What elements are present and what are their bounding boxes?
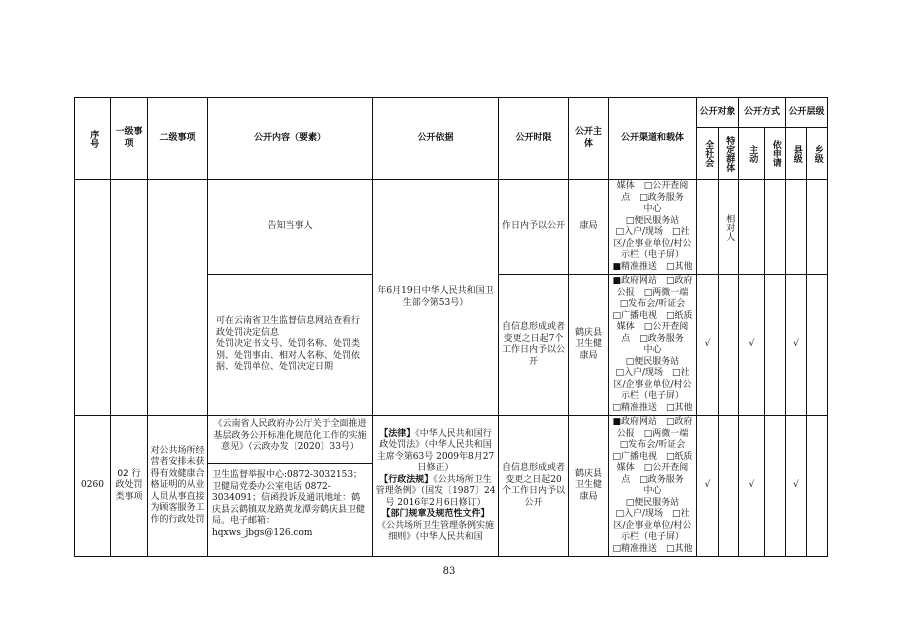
content-cell: 可在云南省卫生监督信息网站查看行政处罚决定信息 处罚决定书文号、处罚名称、处罚类别、处罚事由、相对人名称、处罚依据、处罚单位、处罚决定日期	[208, 275, 373, 416]
page-number: 83	[442, 566, 456, 577]
header-subject: 公开主体	[569, 98, 609, 180]
level2-cell: 对公共场所经营者安排未获得有效健康合格证明的从业人员从事直接为顾客服务工作的行政处罚	[148, 416, 208, 557]
header-seq: 序号	[75, 98, 111, 180]
basis-cell: 年6月19日中华人民共和国卫生部令第53号）	[373, 180, 499, 416]
method-active-check: √	[739, 275, 765, 416]
header-method-apply: 依申请	[765, 128, 786, 180]
method-apply-cell	[765, 275, 786, 416]
header-level2: 二级事项	[148, 98, 208, 180]
level2-cell	[148, 180, 208, 416]
header-level: 公开层级	[786, 98, 828, 128]
level1-cell	[111, 180, 148, 416]
table-row	[75, 180, 828, 275]
header-method-active: 主动	[739, 128, 765, 180]
header-target: 公开对象	[697, 98, 739, 128]
subject-cell: 鹤庆县卫生健康局	[569, 416, 609, 557]
method-apply-cell	[765, 180, 786, 275]
header-method: 公开方式	[739, 98, 786, 128]
level-county-check: √	[786, 275, 807, 416]
content-cell	[208, 416, 373, 557]
header-level-county: 县级	[786, 128, 807, 180]
seq-cell: 0260	[75, 416, 111, 557]
time-limit-cell: 自信息形成或者变更之日起7个工作日内予以公开	[499, 275, 569, 416]
content-cell-part-1: 《云南省人民政府办公厅关于全面推进基层政务公开标准化规范化工作的实施意见》（云政办发〔2020〕33号）	[208, 416, 372, 464]
header-time-limit: 公开时限	[499, 98, 569, 180]
channel-cell: ■政府网站 □政府 公报 □两微一端 □发布会/听证会 □广播电视 □纸质 媒体 □公开查阅 点 □政务服务 中心 □便民服务站 □入户/现场 □社 区/企事业单位/村公 示栏（电子屏） □精准推送 □其他	[609, 275, 697, 416]
method-apply-cell	[765, 416, 786, 557]
subject-cell: 康局	[569, 180, 609, 275]
level-town-cell	[807, 275, 828, 416]
method-active-cell	[739, 180, 765, 275]
target-specific-cell: 相对人	[719, 180, 739, 275]
header-content: 公开内容（要素）	[208, 98, 373, 180]
target-all-check: √	[697, 275, 719, 416]
channel-cell: ■政府网站 □政府 公报 □两微一端 □发布会/听证会 □广播电视 □纸质 媒体 □公开查阅 点 □政务服务 中心 □便民服务站 □入户/现场 □社 区/企事业单位/村公 示栏（电子屏） □精准推送 □其他	[609, 416, 697, 557]
content-cell-part-2: 卫生监督举报中心:0872-3032153；卫健局党委办公室电话 0872-3034091；信函投诉及通讯地址：鹤庆县云鹤镇双龙路黄龙潭旁鹤庆县卫健局。电子邮箱：hqxws_jbgs@126.com	[212, 470, 366, 538]
basis-cell: 【法律】《中华人民共和国行政处罚法》（中华人民共和国主席令第63号 2009年8月27日修正） 【行政法规】《公共场所卫生管理条例》（国发〔1987〕24号 2016年2月6日修订） 【部门规章及规范性文件】《公共场所卫生管理条例实施细则》（中华人民共和国	[373, 416, 499, 557]
time-limit-cell: 作日内予以公开	[499, 180, 569, 275]
header-target-specific: 特定群体	[719, 128, 739, 180]
seq-cell	[75, 180, 111, 416]
header-level1: 一级事项	[111, 98, 148, 180]
level-town-cell	[807, 416, 828, 557]
level-county-check: √	[786, 416, 807, 557]
target-specific-cell	[719, 275, 739, 416]
header-channel: 公开渠道和载体	[609, 98, 697, 180]
target-all-check: √	[697, 416, 719, 557]
disclosure-table	[74, 97, 828, 557]
level-town-cell	[807, 180, 828, 275]
header-basis: 公开依据	[373, 98, 499, 180]
method-active-check: √	[739, 416, 765, 557]
content-cell: 告知当事人	[208, 180, 373, 275]
target-all-cell	[697, 180, 719, 275]
header-target-all: 全社会	[697, 128, 719, 180]
subject-cell: 鹤庆县卫生健康局	[569, 275, 609, 416]
level1-cell: 02 行政处罚类事项	[111, 416, 148, 557]
channel-cell: 媒体 □公开查阅 点 □政务服务 中心 □便民服务站 □入户/现场 □社 区/企事业单位/村公 示栏（电子屏） ■精准推送 □其他	[609, 180, 697, 275]
table-row	[75, 416, 828, 557]
header-level-town: 乡级	[807, 128, 828, 180]
target-specific-cell	[719, 416, 739, 557]
time-limit-cell: 自信息形成或者变更之日起20个工作日内予以公开	[499, 416, 569, 557]
level-county-cell	[786, 180, 807, 275]
